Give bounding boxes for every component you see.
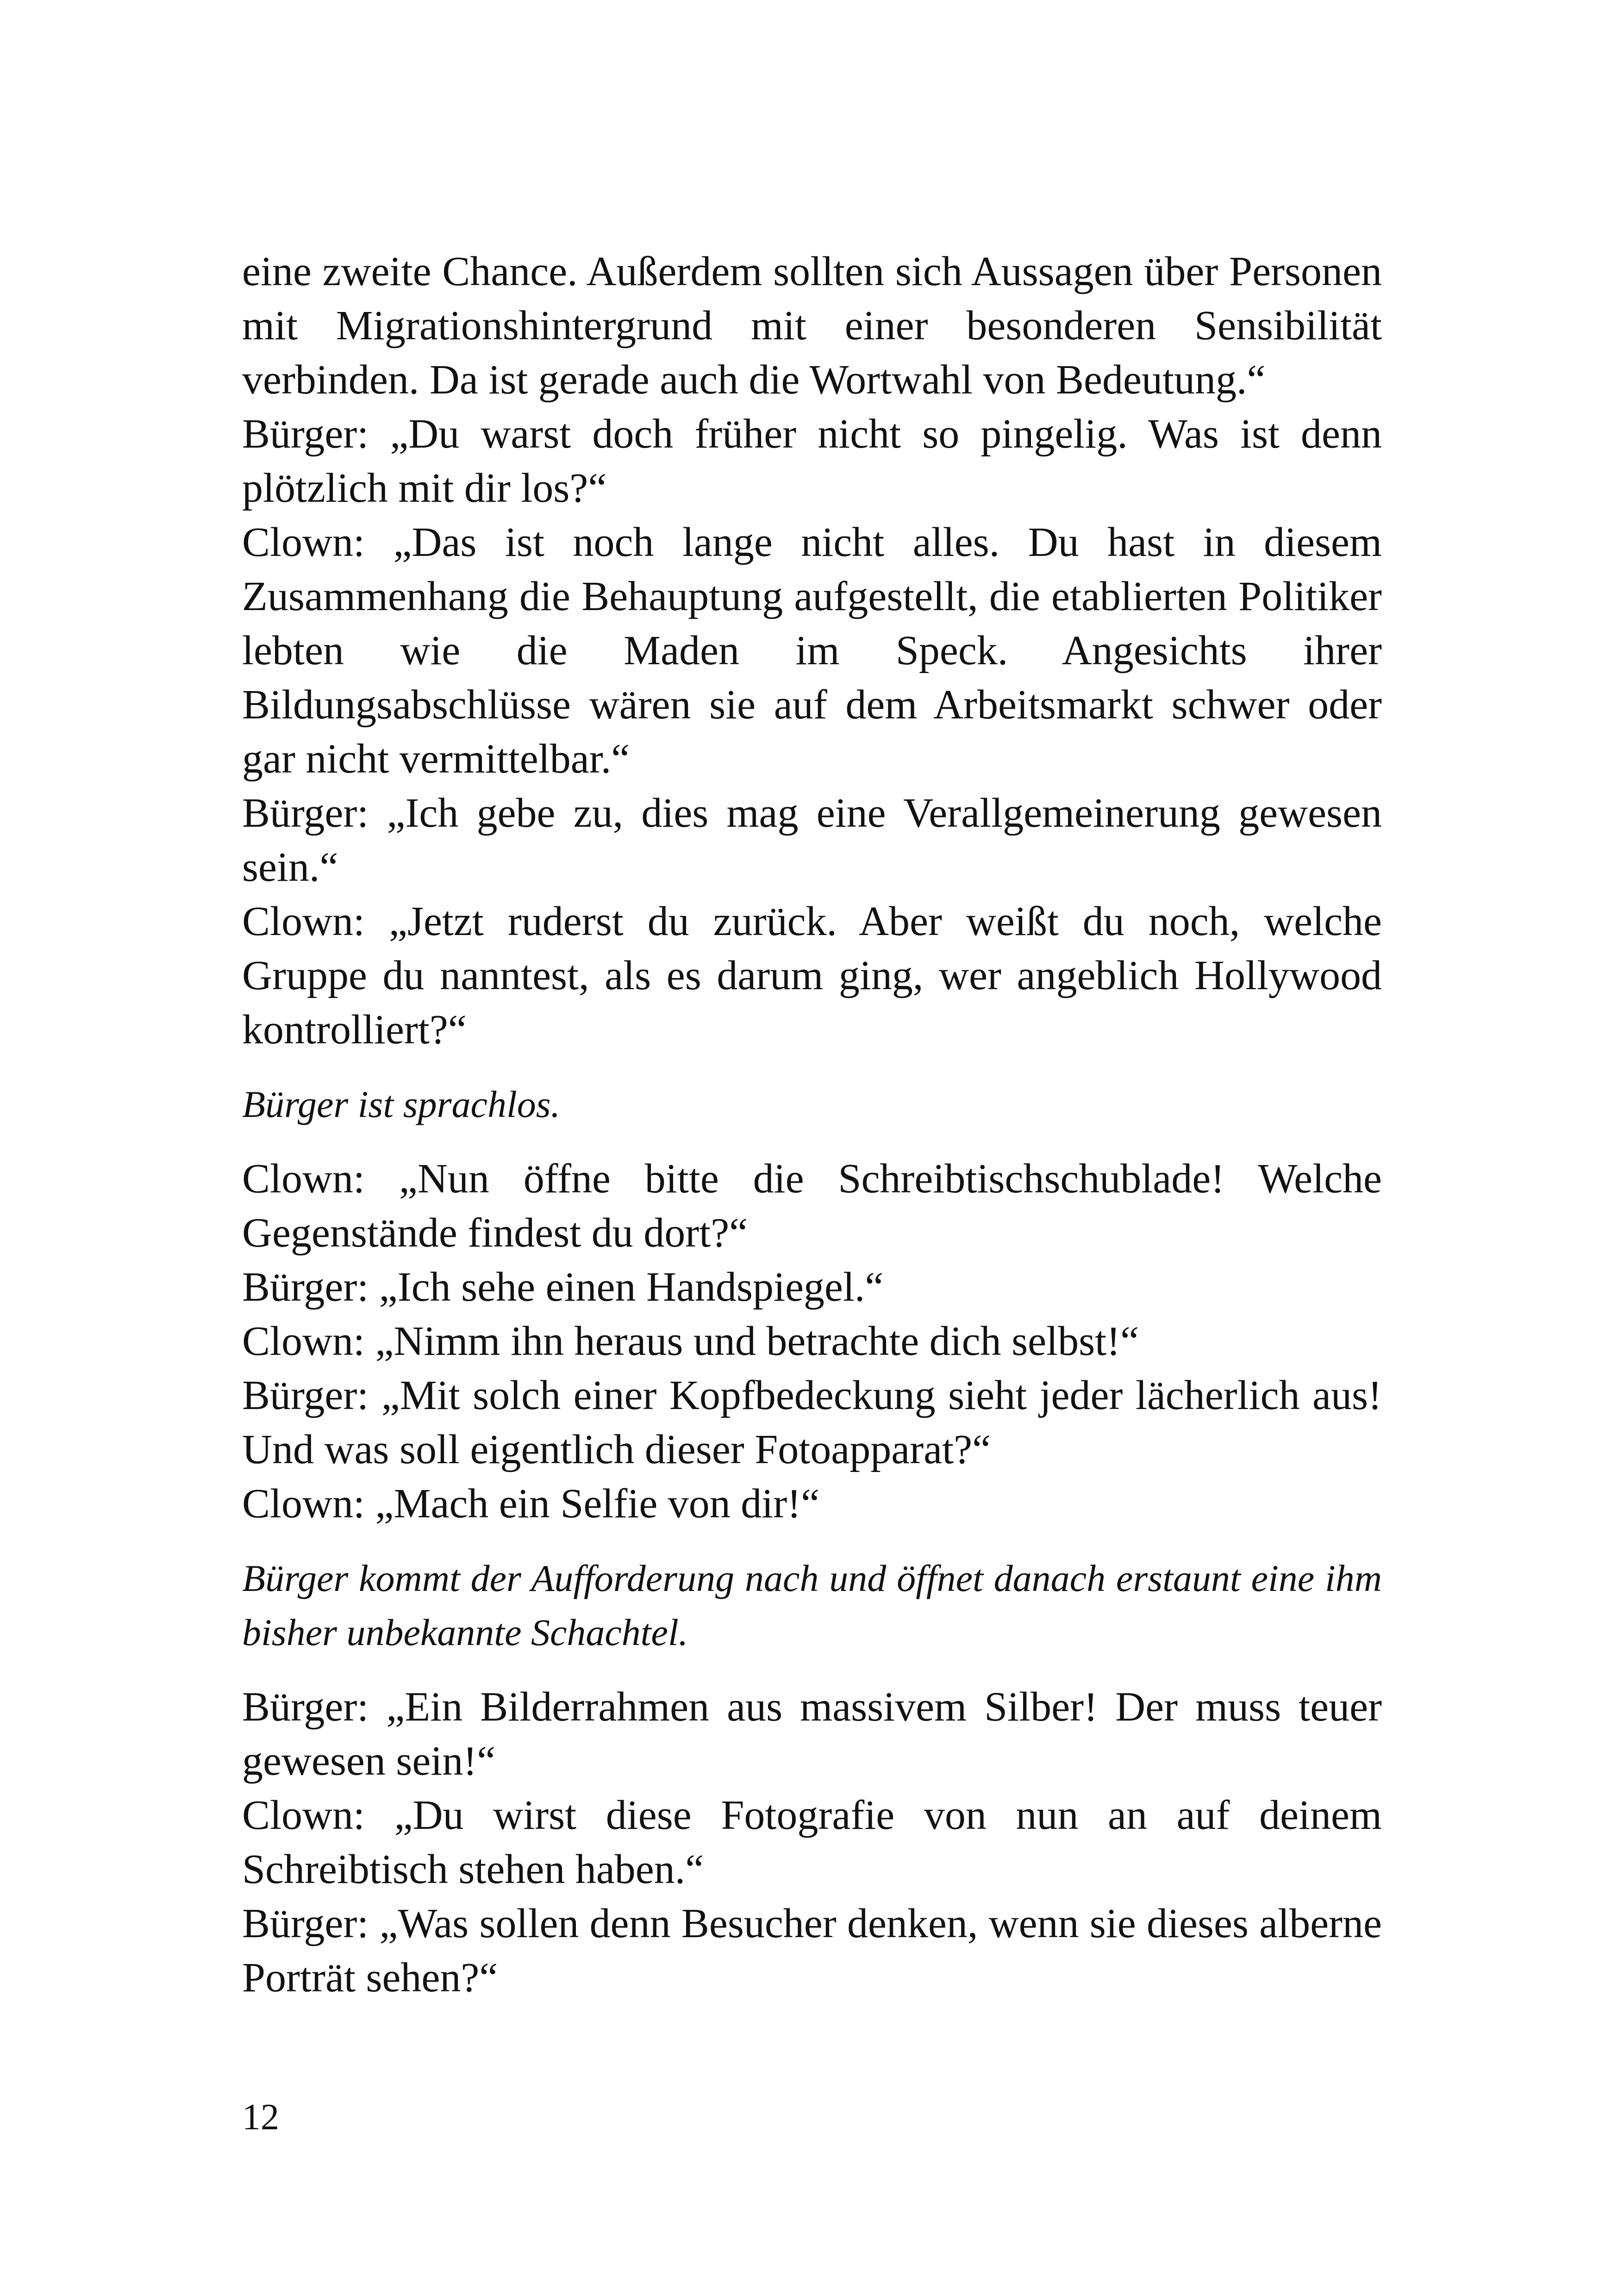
dialogue-line: Bürger: „Du warst doch früher nicht so pingelig. Was ist denn plötzlich mit dir los?“: [242, 411, 1382, 511]
dialogue-line: Bürger: „Ich gebe zu, dies mag eine Verallgemeinerung gewesen sein.“: [242, 790, 1382, 890]
dialogue-line: Clown: „Das ist noch lange nicht alles. Du hast in diesem Zusammenhang die Behauptung aufgestellt, die etablierten Politiker lebten wie die Maden im Speck. Angesichts ihrer Bildungsabschlüsse wären sie auf dem Arbeitsmarkt schwer oder gar nicht vermittelbar.“: [242, 519, 1382, 782]
dialogue-line: Clown: „Du wirst diese Fotografie von nun an auf deinem Schreibtisch stehen haben.“: [242, 1792, 1382, 1892]
stage-direction: Bürger kommt der Aufforderung nach und öffnet danach erstaunt eine ihm bisher unbekannte Schachtel.: [242, 1557, 1382, 1653]
dialogue-line: Clown: „Nimm ihn heraus und betrachte dich selbst!“: [242, 1318, 1139, 1364]
stage-direction: Bürger ist sprachlos.: [242, 1083, 561, 1125]
dialogue-line: Bürger: „Mit solch einer Kopfbedeckung sieht jeder lächerlich aus! Und was soll eigentlich dieser Fotoapparat?“: [242, 1372, 1382, 1472]
page-number: 12: [242, 2097, 279, 2138]
dialogue-line: Bürger: „Ein Bilderrahmen aus massivem Silber! Der muss teuer gewesen sein!“: [242, 1684, 1382, 1784]
page-body: [242, 244, 1382, 2005]
dialogue-line: Clown: „Mach ein Selfie von dir!“: [242, 1481, 820, 1527]
dialogue-line: Clown: „Jetzt ruderst du zurück. Aber weißt du noch, welche Gruppe du nanntest, als es darum ging, wer angeblich Hollywood kontrolliert?“: [242, 898, 1382, 1053]
dialogue-line: Bürger: „Was sollen denn Besucher denken, wenn sie dieses alberne Porträt sehen?“: [242, 1901, 1382, 2001]
paragraph-continuation: eine zweite Chance. Außerdem sollten sich Aussagen über Personen mit Migrationshintergrund mit einer besonderen Sensibilität verbinden. Da ist gerade auch die Wortwahl von Bedeutung.“: [242, 249, 1382, 403]
dialogue-line: Clown: „Nun öffne bitte die Schreibtischschublade! Welche Gegenstände findest du dort?“: [242, 1156, 1382, 1256]
dialogue-line: Bürger: „Ich sehe einen Handspiegel.“: [242, 1264, 884, 1310]
